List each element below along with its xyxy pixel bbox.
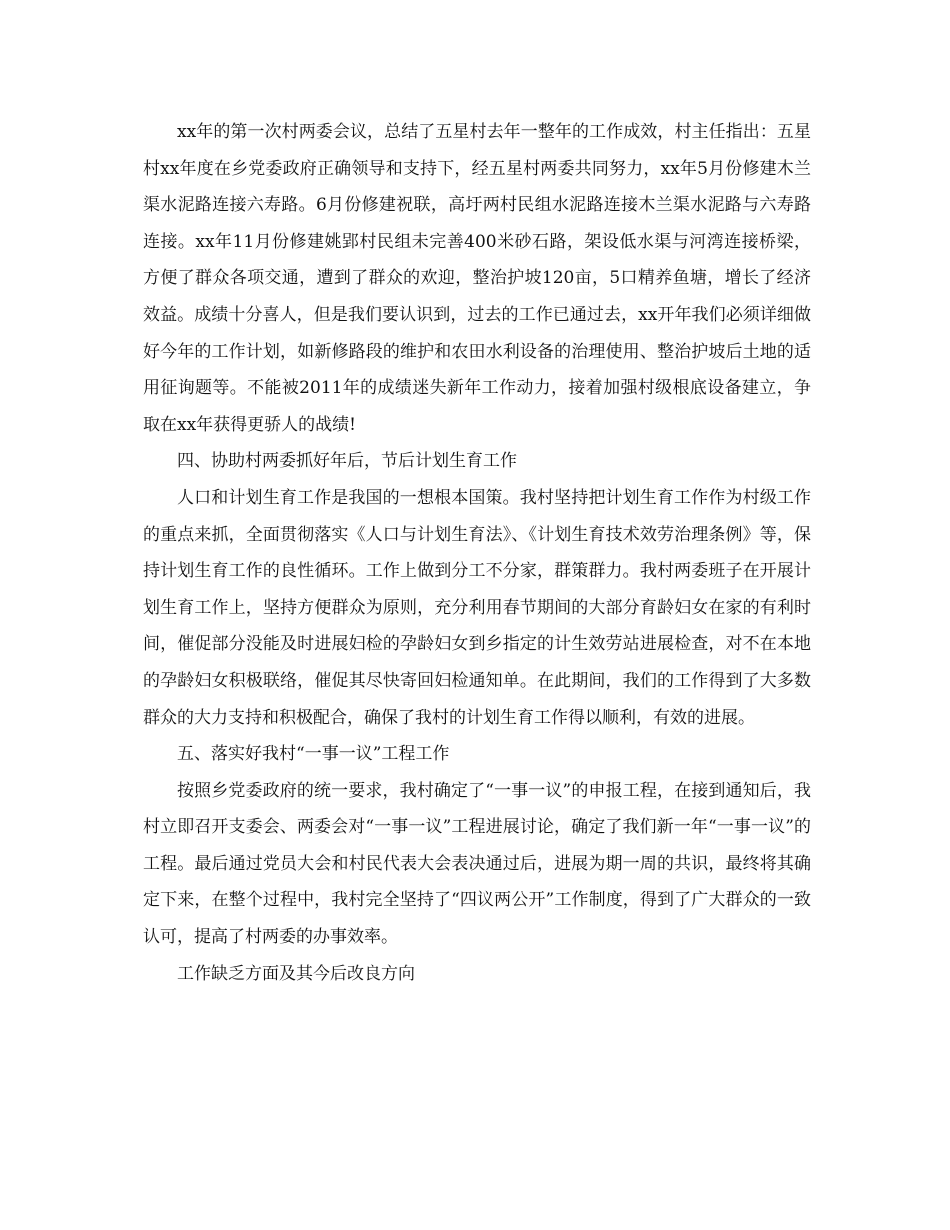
- document-page: [143, 114, 811, 992]
- section-heading-shortcomings: 工作缺乏方面及其今后改良方向: [177, 963, 415, 984]
- paragraph-village-meeting: xx年的第一次村两委会议，总结了五星村去年一整年的工作成效，村主任指出：五星村xx年度在乡党委政府正确领导和支持下，经五星村两委共同努力，xx年5月份修建木兰渠水泥路连接六寿路。6月份修建祝联，高圩两村民组水泥路连接木兰渠水泥路与六寿路连接。xx年11月份修建姚郢村民组未完善400米砂石路，架设低水渠与河湾连接桥梁，方便了群众各项交通，遭到了群众的欢迎，整治护坡120亩，5口精养鱼塘，增长了经济效益。成绩十分喜人，但是我们要认识到，过去的工作已通过去，xx开年我们必须详细做好今年的工作计划，如新修路段的维护和农田水利设备的治理使用、整治护坡后土地的适用征询题等。不能被2011年的成绩迷失新年工作动力，接着加强村级根底设备建立，争取在xx年获得更骄人的战绩!: [143, 122, 811, 435]
- section-heading-family-planning: 四、协助村两委抓好年后，节后计划生育工作: [177, 451, 517, 472]
- section-heading-one-matter-one-discussion: 五、落实好我村“一事一议”工程工作: [177, 744, 450, 765]
- paragraph-one-matter-one-discussion: 按照乡党委政府的统一要求，我村确定了“一事一议”的申报工程，在接到通知后，我村立即召开支委会、两委会对“一事一议”工程进展讨论，确定了我们新一年“一事一议”的工程。最后通过党员大会和村民代表大会表决通过后，进展为期一周的共识，最终将其确定下来，在整个过程中，我村完全坚持了“四议两公开”工作制度，得到了广大群众的一致认可，提高了村两委的办事效率。: [143, 780, 811, 948]
- paragraph-family-planning: 人口和计划生育工作是我国的一想根本国策。我村坚持把计划生育工作作为村级工作的重点来抓，全面贯彻落实《人口与计划生育法》、《计划生育技术效劳治理条例》等，保持计划生育工作的良性循环。工作上做到分工不分家，群策群力。我村两委班子在开展计划生育工作上，坚持方便群众为原则，充分利用春节期间的大部分育龄妇女在家的有利时间，催促部分没能及时进展妇检的孕龄妇女到乡指定的计生效劳站进展检查，对不在本地的孕龄妇女积极联络，催促其尽快寄回妇检通知单。在此期间，我们的工作得到了大多数群众的大力支持和积极配合，确保了我村的计划生育工作得以顺利，有效的进展。: [143, 487, 811, 728]
